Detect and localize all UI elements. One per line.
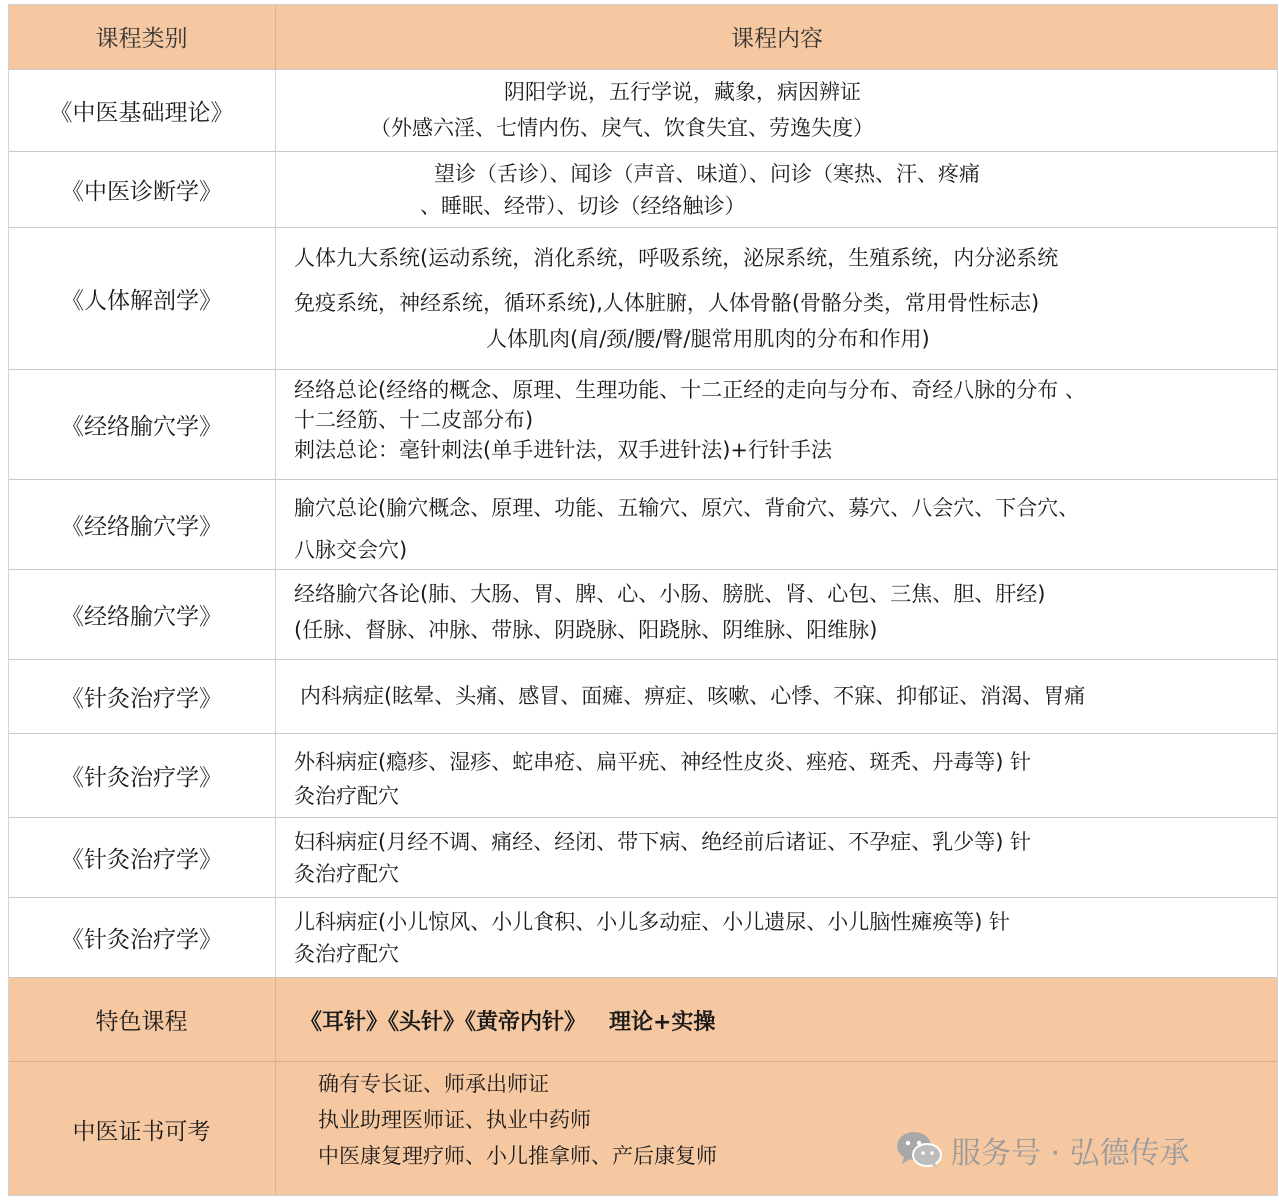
table-row <box>8 70 1278 152</box>
row-content <box>276 480 1278 569</box>
row-content <box>276 152 1278 227</box>
row-category: 《人体解剖学》 <box>8 228 276 369</box>
row-content <box>276 70 1278 151</box>
content-line: 经络腧穴各论(肺、大肠、胃、脾、心、小肠、膀胱、肾、心包、三焦、胆、肝经) <box>294 582 1046 606</box>
row-category: 《经络腧穴学》 <box>8 370 276 479</box>
content-line: 外科病症(瘾疹、湿疹、蛇串疮、扁平疣、神经性皮炎、痤疮、斑秃、丹毒等) 针 <box>294 750 1032 774</box>
row-content <box>276 660 1278 733</box>
content-line: 妇科病症(月经不调、痛经、经闭、带下病、绝经前后诸证、不孕症、乳少等) 针 <box>294 830 1032 854</box>
row-category: 《中医基础理论》 <box>8 70 276 151</box>
wechat-icon <box>895 1130 943 1170</box>
row-category: 《经络腧穴学》 <box>8 480 276 569</box>
header-content: 课程内容 <box>731 26 823 52</box>
course-table <box>8 4 1278 1196</box>
watermark <box>895 1128 1190 1172</box>
content-line: 儿科病症(小儿惊风、小儿食积、小儿多动症、小儿遗尿、小儿脑性瘫痪等) 针 <box>294 910 1011 934</box>
row-category: 《针灸治疗学》 <box>8 660 276 733</box>
certificate-line: 确有专长证、师承出师证 <box>318 1072 549 1096</box>
header-category: 课程类别 <box>8 4 276 69</box>
row-content <box>276 898 1278 977</box>
special-course-text: 《耳针》《头针》《黄帝内针》 理论+实操 <box>300 1010 716 1035</box>
table-row <box>8 228 1278 370</box>
table-row <box>8 370 1278 480</box>
content-line: 免疫系统，神经系统，循环系统),人体脏腑，人体骨骼(骨骼分类，常用骨性标志) <box>294 291 1040 315</box>
table-row <box>8 152 1278 228</box>
content-line: 人体九大系统(运动系统，消化系统，呼吸系统，泌尿系统，生殖系统，内分泌系统 <box>294 246 1059 270</box>
row-category: 《中医诊断学》 <box>8 152 276 227</box>
watermark-text: 服务号 · 弘德传承 <box>951 1136 1190 1171</box>
row-content <box>276 570 1278 659</box>
table-header-row <box>8 4 1278 70</box>
content-line: 内科病症(眩晕、头痛、感冒、面瘫、痹症、咳嗽、心悸、不寐、抑郁证、消渴、胃痛 <box>300 684 1086 708</box>
special-course-category: 特色课程 <box>8 978 276 1061</box>
content-line: 十二经筋、十二皮部分布) <box>294 408 534 432</box>
certificate-line: 执业助理医师证、执业中药师 <box>318 1108 591 1132</box>
row-content <box>276 734 1278 817</box>
row-category: 《针灸治疗学》 <box>8 898 276 977</box>
content-line: (任脉、督脉、冲脉、带脉、阴跷脉、阳跷脉、阴维脉、阳维脉) <box>294 618 878 642</box>
content-line: 阴阳学说，五行学说，藏象，病因辨证 <box>504 80 861 104</box>
certificate-category: 中医证书可考 <box>8 1062 276 1196</box>
content-line: 八脉交会穴) <box>294 538 408 562</box>
table-row <box>8 480 1278 570</box>
content-line: 腧穴总论(腧穴概念、原理、功能、五输穴、原穴、背俞穴、募穴、八会穴、下合穴、 <box>294 496 1080 520</box>
row-content <box>276 228 1278 369</box>
row-category: 《针灸治疗学》 <box>8 734 276 817</box>
content-line: 望诊（舌诊）、闻诊（声音、味道）、问诊（寒热、汗、疼痛 <box>434 162 980 186</box>
row-category: 《针灸治疗学》 <box>8 818 276 897</box>
table-row <box>8 734 1278 818</box>
row-content <box>276 370 1278 479</box>
table-row <box>8 818 1278 898</box>
content-line: （外感六淫、七情内伤、戾气、饮食失宜、劳逸失度） <box>370 116 874 140</box>
special-course-row <box>8 978 1278 1062</box>
row-content <box>276 818 1278 897</box>
content-line: 人体肌肉(肩/颈/腰/臀/腿常用肌肉的分布和作用) <box>486 327 930 351</box>
content-line: 经络总论(经络的概念、原理、生理功能、十二正经的走向与分布、奇经八脉的分布 、 <box>294 378 1086 402</box>
table-row <box>8 898 1278 978</box>
row-category: 《经络腧穴学》 <box>8 570 276 659</box>
content-line: 灸治疗配穴 <box>294 942 399 966</box>
content-line: 灸治疗配穴 <box>294 862 399 886</box>
special-course-content <box>276 978 1278 1061</box>
content-line: 刺法总论：毫针刺法(单手进针法，双手进针法)+行针手法 <box>294 438 832 462</box>
content-line: 、睡眠、经带）、切诊（经络触诊） <box>420 194 746 218</box>
table-row <box>8 660 1278 734</box>
table-row <box>8 570 1278 660</box>
certificate-line: 中医康复理疗师、小儿推拿师、产后康复师 <box>318 1144 717 1168</box>
content-line: 灸治疗配穴 <box>294 784 399 808</box>
